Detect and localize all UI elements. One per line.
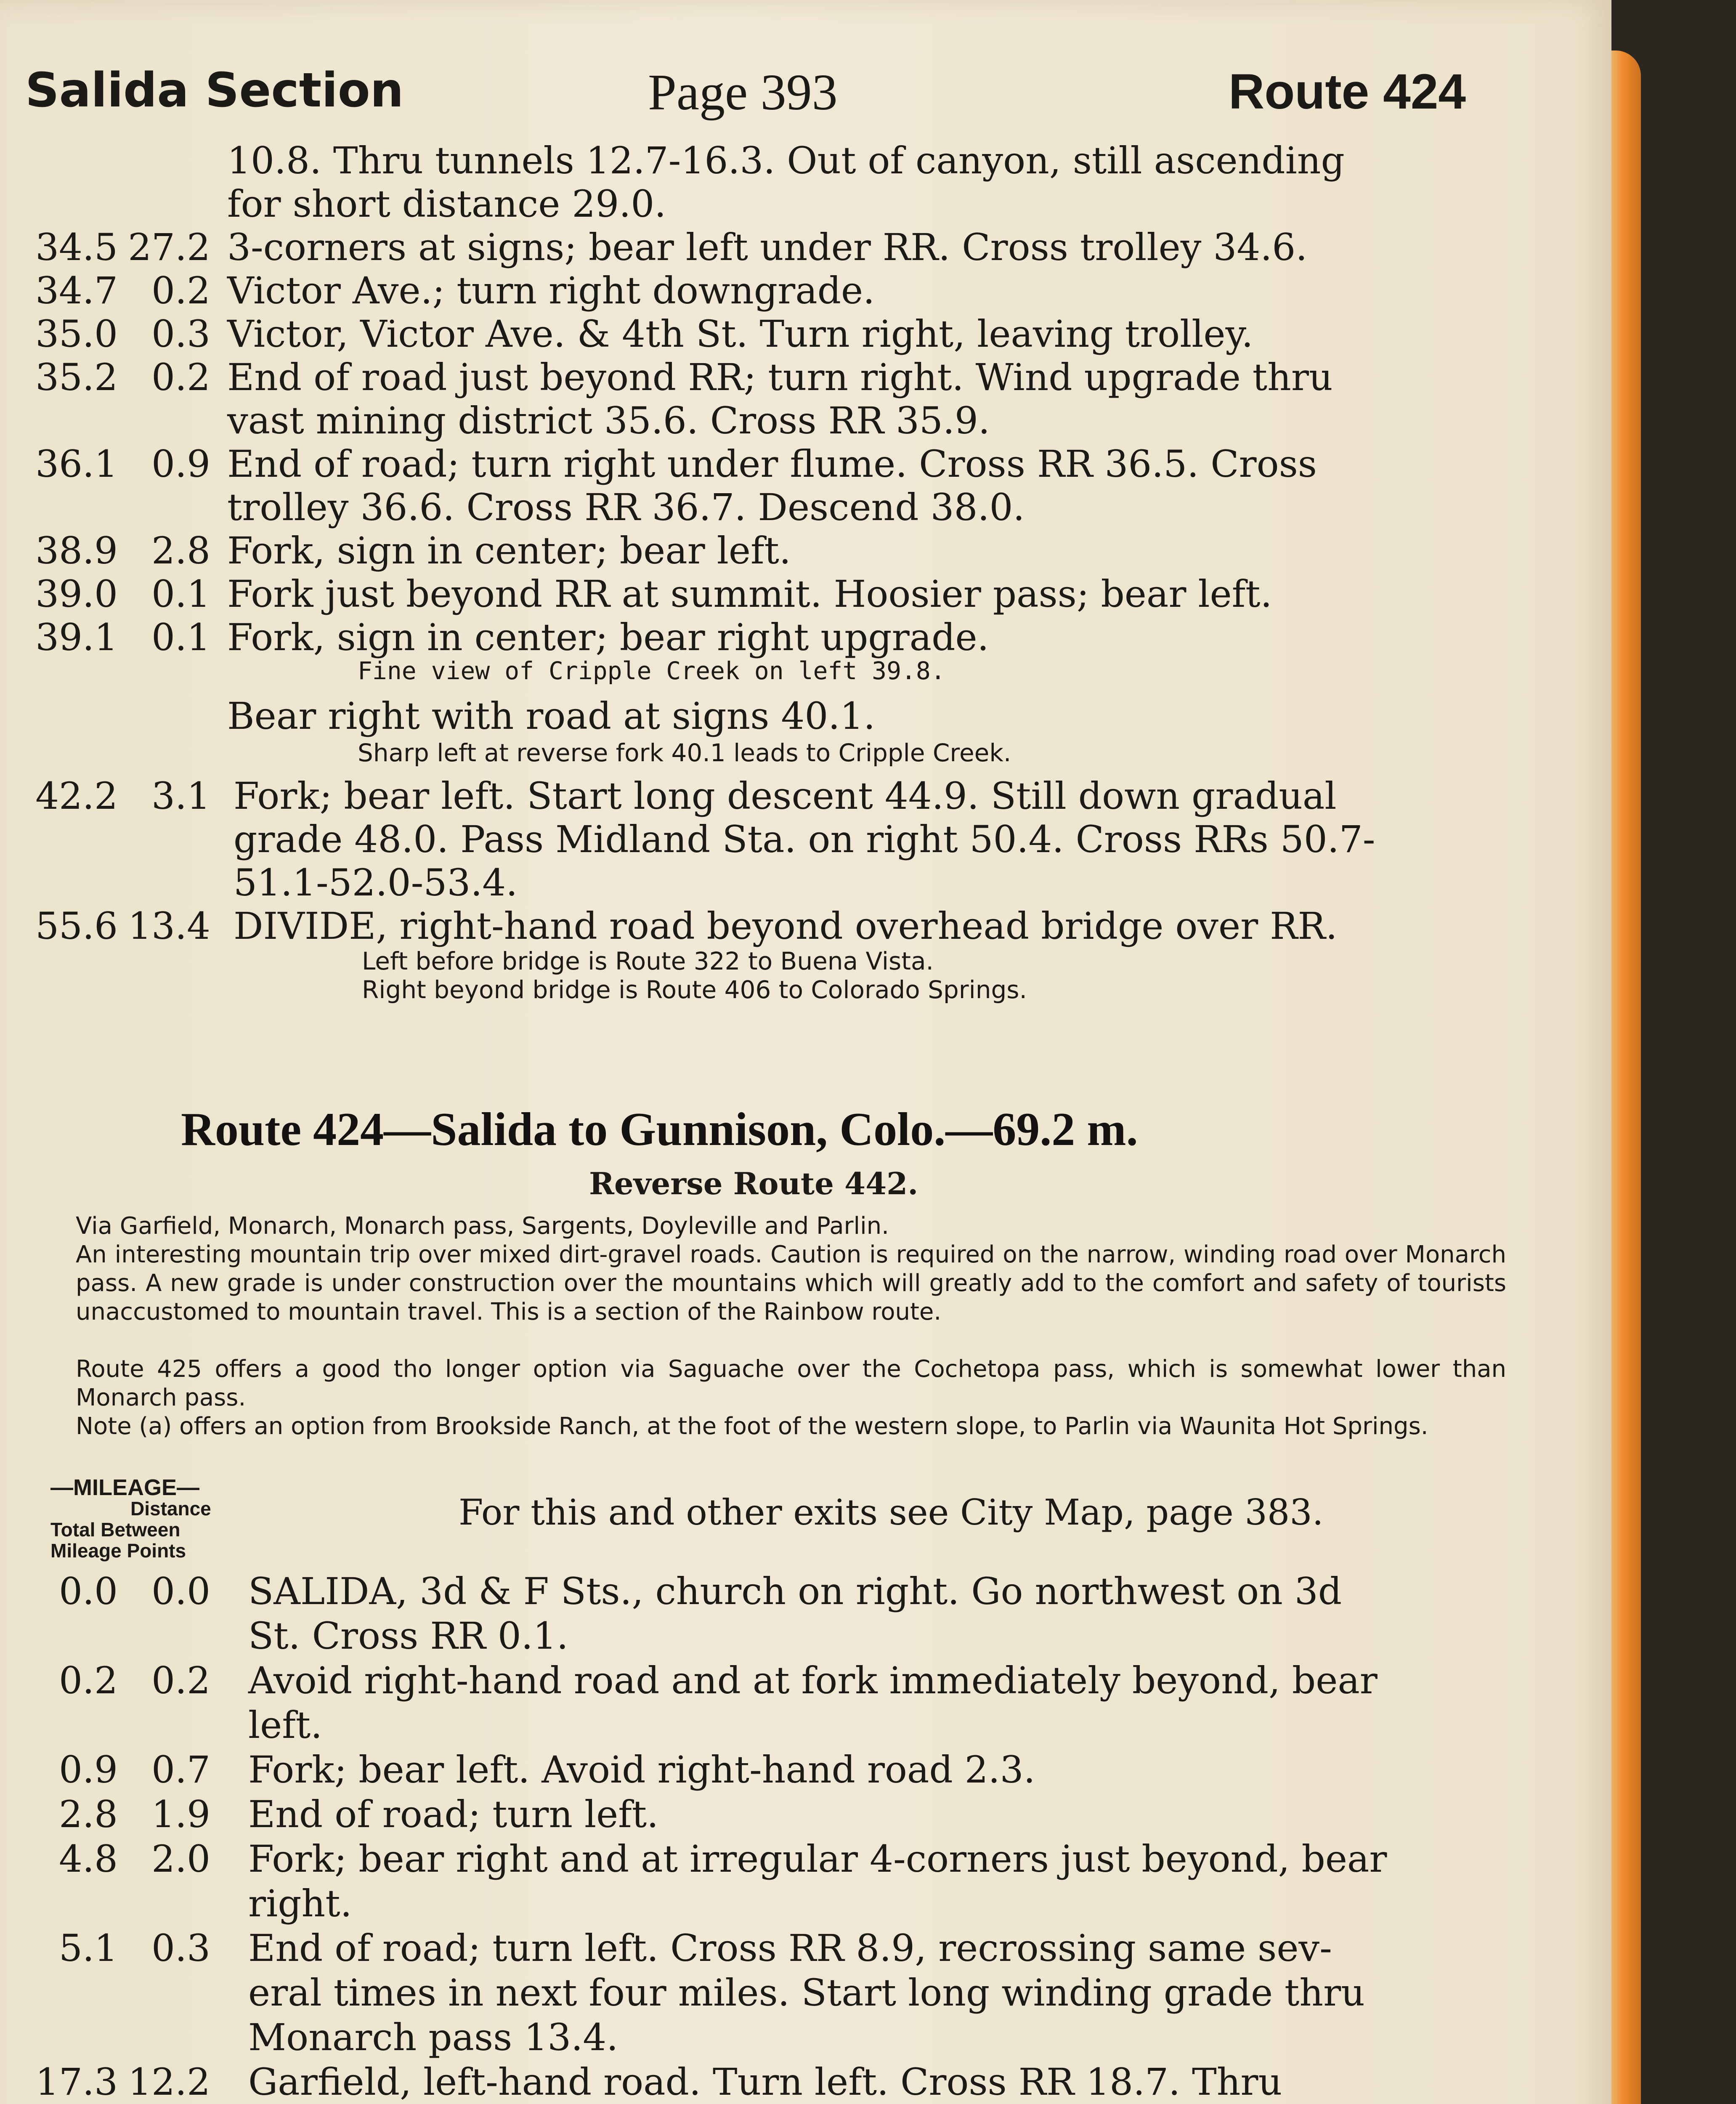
entry-distance: 13.4: [128, 904, 210, 948]
entry-text: for short distance 29.0.: [227, 182, 666, 226]
section-title: Salida Section: [25, 63, 404, 118]
entry-text: 10.8. Thru tunnels 12.7-16.3. Out of canyon, still ascending: [227, 139, 1345, 182]
entry-text: Fork, sign in center; bear left.: [227, 529, 791, 572]
entry-text: St. Cross RR 0.1.: [248, 1614, 568, 1658]
entry-distance: 0.1: [151, 572, 210, 616]
entry-text: SALIDA, 3d & F Sts., church on right. Go northwest on 3d: [248, 1570, 1342, 1613]
entry-total: 17.3: [35, 2060, 118, 2104]
mileage-total-between: Total Between: [50, 1519, 181, 1541]
page-number: Page 393: [648, 64, 838, 121]
entry-distance: 0.2: [151, 1659, 210, 1702]
entry-distance: 0.7: [151, 1748, 210, 1791]
entry-total: 55.6: [35, 904, 118, 948]
mileage-distance: Distance: [130, 1498, 211, 1520]
route-subtitle: Reverse Route 442.: [589, 1166, 918, 1201]
page-edge: [1611, 50, 1641, 2104]
entry-total: 0.0: [59, 1570, 118, 1613]
entry-text: End of road; turn right under flume. Cross RR 36.5. Cross: [227, 442, 1317, 486]
entry-text: grade 48.0. Pass Midland Sta. on right 50.4. Cross RRs 50.7-: [234, 818, 1375, 861]
intro-via: Via Garfield, Monarch, Monarch pass, Sargents, Doyleville and Parlin.: [76, 1212, 889, 1240]
line-bear-right: Bear right with road at signs 40.1.: [227, 694, 876, 738]
entry-text: vast mining district 35.6. Cross RR 35.9.: [227, 399, 990, 442]
entry-text: End of road; turn left. Cross RR 8.9, recrossing same sev-: [248, 1926, 1332, 1970]
entry-total: 35.0: [35, 312, 118, 356]
entry-distance: 0.1: [151, 616, 210, 659]
entry-text: Victor Ave.; turn right downgrade.: [227, 269, 875, 312]
entry-distance: 12.2: [128, 2060, 210, 2104]
entry-total: 38.9: [35, 529, 118, 572]
entry-text: Fork; bear left. Start long descent 44.9. Still down gradual: [234, 774, 1337, 818]
entry-text: 3-corners at signs; bear left under RR. Cross trolley 34.6.: [227, 226, 1308, 269]
entry-total: 34.7: [35, 269, 118, 312]
note-divide-2: Right beyond bridge is Route 406 to Colorado Springs.: [362, 975, 1027, 1004]
entry-text: Fork; bear right and at irregular 4-corners just beyond, bear: [248, 1837, 1387, 1881]
entry-distance: 2.0: [151, 1837, 210, 1881]
route-number: Route 424: [1229, 64, 1466, 120]
entry-distance: 27.2: [128, 226, 210, 269]
intro-description: An interesting mountain trip over mixed dirt-gravel roads. Caution is required on the narrow, winding road over Monarch pass. A new grade is under construction over the mountains which will greatly add to the comfort and safety of tourists unaccustomed to mountain travel. This is a section of the Rainbow route.: [76, 1241, 1506, 1326]
entry-text: 51.1-52.0-53.4.: [234, 861, 518, 904]
entry-text: Fork, sign in center; bear right upgrade.: [227, 616, 989, 659]
entry-total: 4.8: [59, 1837, 118, 1881]
entry-text: Garfield, left-hand road. Turn left. Cross RR 18.7. Thru: [248, 2060, 1282, 2104]
entry-text: Victor, Victor Ave. & 4th St. Turn right, leaving trolley.: [227, 312, 1253, 356]
entry-distance: 0.2: [151, 356, 210, 399]
entry-text: Fork just beyond RR at summit. Hoosier pass; bear left.: [227, 572, 1272, 616]
entry-distance: 3.1: [151, 774, 210, 818]
entry-total: 35.2: [35, 356, 118, 399]
entry-distance: 0.0: [151, 1570, 210, 1613]
mileage-points: Mileage Points: [50, 1540, 186, 1562]
intro-option-425: Route 425 offers a good tho longer option via Saguache over the Cochetopa pass, which is somewhat lower than Monarch pass.: [76, 1355, 1506, 1411]
entry-distance: 2.8: [151, 529, 210, 572]
entry-total: 2.8: [59, 1793, 118, 1836]
entry-text: Fork; bear left. Avoid right-hand road 2.3.: [248, 1748, 1035, 1791]
entry-text: Avoid right-hand road and at fork immediately beyond, bear: [248, 1659, 1378, 1702]
entry-total: 0.9: [59, 1748, 118, 1791]
entry-text: End of road just beyond RR; turn right. Wind upgrade thru: [227, 356, 1333, 399]
entry-distance: 0.3: [151, 312, 210, 356]
entry-total: 42.2: [35, 774, 118, 818]
entry-distance: 0.9: [151, 442, 210, 486]
note-sharp-left: Sharp left at reverse fork 40.1 leads to Cripple Creek.: [358, 739, 1011, 767]
route-title: Route 424—Salida to Gunnison, Colo.—69.2 m.: [181, 1103, 1138, 1156]
entry-distance: 0.3: [151, 1926, 210, 1970]
entry-text: DIVIDE, right-hand road beyond overhead bridge over RR.: [234, 904, 1338, 948]
entry-text: trolley 36.6. Cross RR 36.7. Descend 38.0.: [227, 486, 1025, 529]
entry-distance: 0.2: [151, 269, 210, 312]
intro-note-a: Note (a) offers an option from Brookside Ranch, at the foot of the western slope, to Parlin via Waunita Hot Springs.: [76, 1413, 1428, 1440]
entry-text: End of road; turn left.: [248, 1793, 659, 1836]
entry-total: 0.2: [59, 1659, 118, 1702]
entry-total: 5.1: [59, 1926, 118, 1970]
entry-total: 39.0: [35, 572, 118, 616]
entry-text: right.: [248, 1882, 352, 1925]
entry-text: left.: [248, 1703, 323, 1747]
entry-total: 36.1: [35, 442, 118, 486]
mileage-header: [50, 1477, 244, 1561]
note-cripple-view: Fine view of Cripple Creek on left 39.8.: [358, 656, 945, 685]
mileage-title: —MILEAGE—: [50, 1475, 200, 1500]
entry-total: 34.5: [35, 226, 118, 269]
entry-text: Monarch pass 13.4.: [248, 2016, 618, 2059]
note-divide-1: Left before bridge is Route 322 to Buena Vista.: [362, 947, 934, 975]
city-map-line: For this and other exits see City Map, page 383.: [459, 1492, 1324, 1533]
entry-text: eral times in next four miles. Start long winding grade thru: [248, 1971, 1365, 2014]
entry-distance: 1.9: [151, 1793, 210, 1836]
entry-total: 39.1: [35, 616, 118, 659]
